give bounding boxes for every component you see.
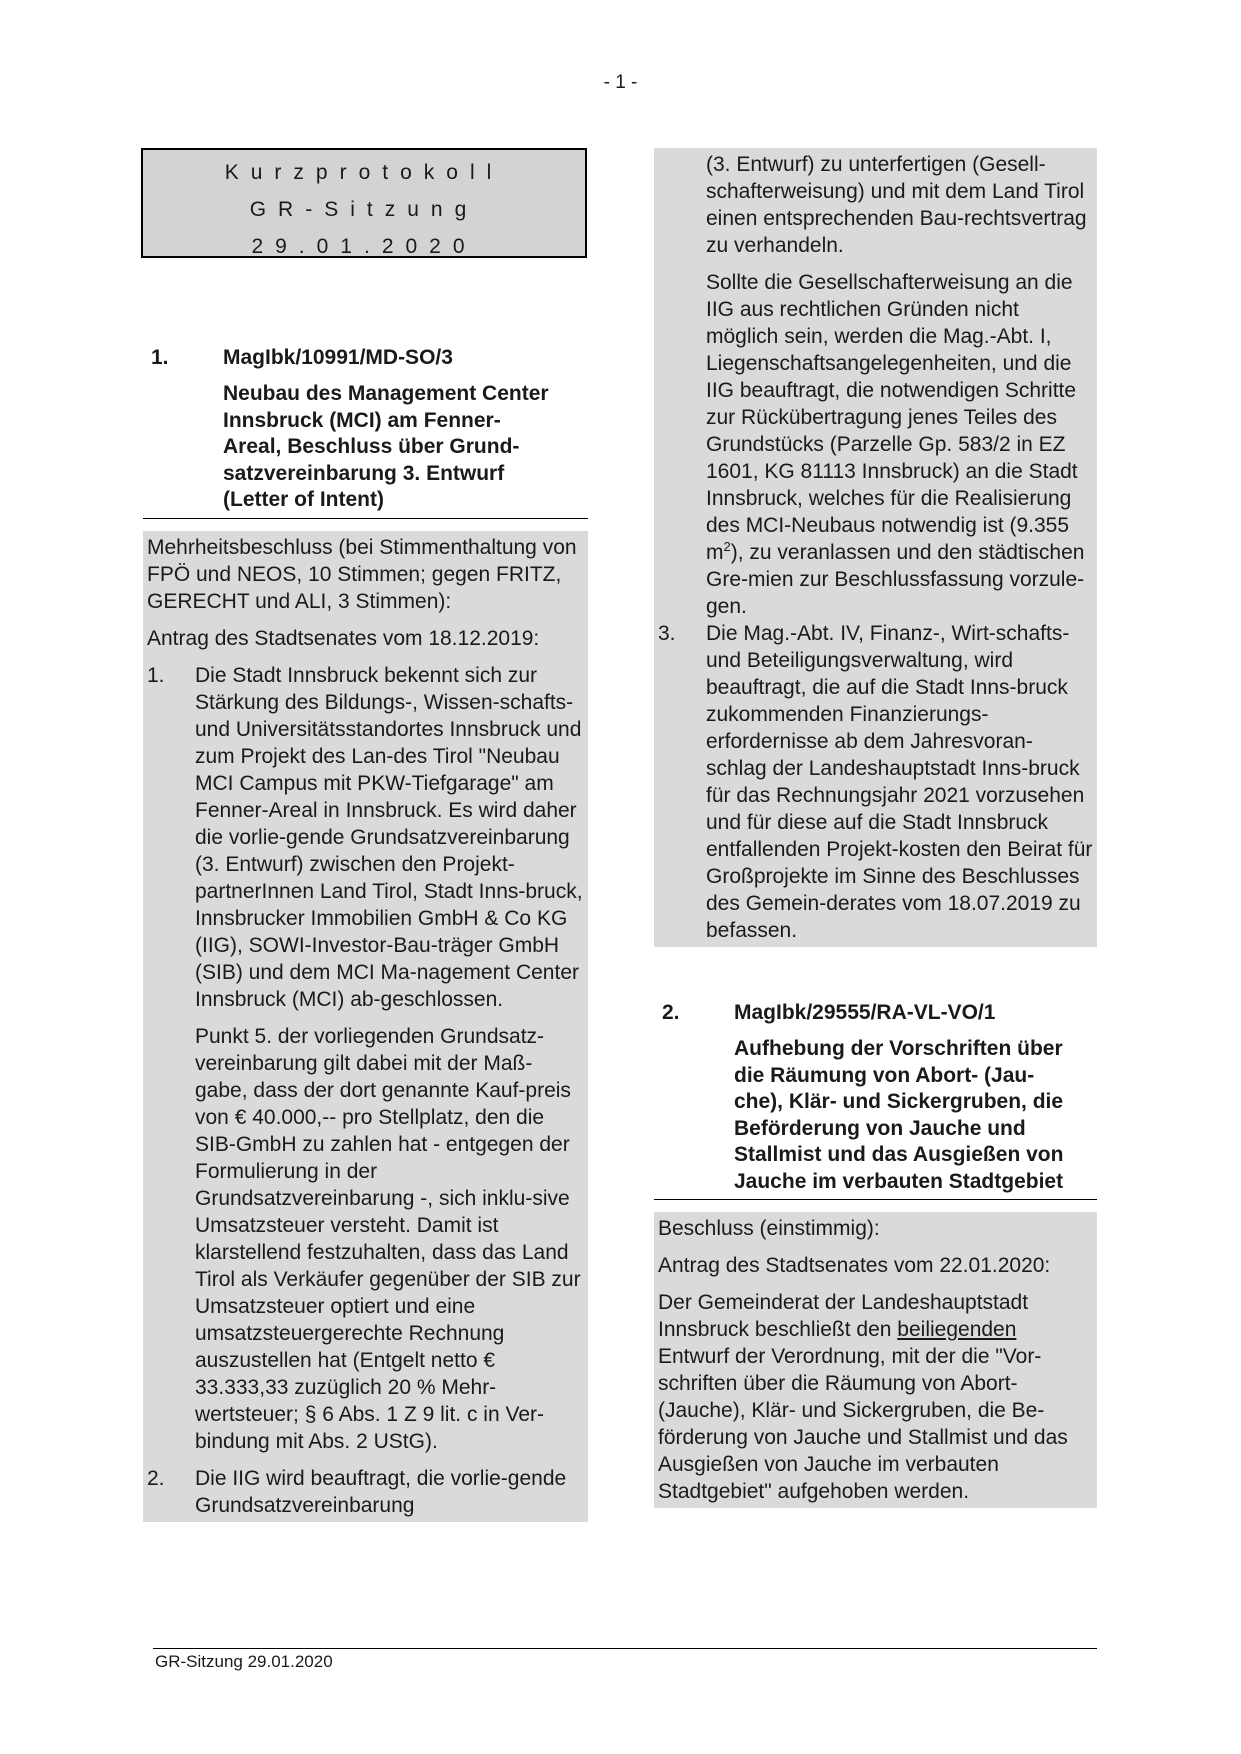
item-1-motion: Antrag des Stadtsenates vom 18.12.2019: [147, 626, 540, 650]
item-1-title-line: (Letter of Intent) [223, 488, 384, 511]
item-1-point-2 [147, 1465, 584, 1519]
item-1-id: MagIbk/10991/MD-SO/3 [223, 346, 453, 369]
item-2-title-line: che), Klär- und Sickergruben, die [734, 1090, 1064, 1113]
item-1-title-line: Areal, Beschluss über Grund- [223, 435, 520, 458]
item-2-body [654, 1212, 1097, 1508]
item-2-title-line: Jauche im verbauten Stadtgebiet [734, 1169, 1064, 1193]
item-2-heading [654, 999, 1097, 1195]
item-2-motion: Antrag des Stadtsenates vom 22.01.2020: [658, 1254, 1051, 1277]
item-2-title [734, 1036, 1097, 1195]
title-box [141, 148, 587, 258]
point-3-number: 3. [658, 622, 676, 645]
item-1-point-3 [658, 620, 1093, 944]
item-1-heading [143, 344, 588, 514]
item-1-divider [143, 518, 588, 519]
point-1-paragraph-1: Die Stadt Innsbruck bekennt sich zur Stärkung des Bildungs-, Wissen-schafts- und Universitätsstandortes Innsbruck und zum Projekt des Lan-des Tirol "Neubau MCI Campus mit PKW-Tiefgarage" am Fenner-Areal in Innsbruck. Es wird daher die vorlie-gende Grundsatzvereinbarung (3. Entwurf) zwischen den Projekt-partnerInnen Land Tirol, Stadt Inns-bruck, Innsbrucker Immobilien GmbH & Co KG (IIG), SOWI-Investor-Bau-träger GmbH (SIB) und dem MCI Ma-nagement Center Innsbruck (MCI) ab-geschlossen. [195, 663, 583, 1011]
item-1-title-line: Neubau des Management Center [223, 382, 549, 405]
point-2-paragraph-2a: Sollte die Gesellschafterweisung an die IIG aus rechtlichen Gründen nicht möglich sein, werden die Mag.-Abt. I, Liegenschaftsangelegenheiten, und die IIG beauftragt, die notwendigen Schritte zur Rückübertragung jenes Teiles des Grundstücks (Parzelle Gp. 583/2 in EZ 1601, KG 81113 Innsbruck) an die Stadt Innsbruck, welches für die Realisierung des MCI-Neubaus notwendig ist (9.355 m [706, 271, 1078, 564]
item-2-divider [654, 1199, 1097, 1200]
item-1-number: 1. [151, 346, 169, 369]
item-2-id: MagIbk/29555/RA-VL-VO/1 [734, 1001, 996, 1024]
point-2-paragraph-2 [706, 269, 1093, 620]
point-1-number: 1. [147, 663, 165, 687]
item-1-point-1 [147, 662, 584, 1455]
left-column [143, 148, 588, 1522]
point-2-paragraph-start: Die IIG wird beauftragt, die vorlie-gende Grundsatzvereinbarung [195, 1466, 567, 1517]
item-1-decision: Mehrheitsbeschluss (bei Stimmenthaltung von FPÖ und NEOS, 10 Stimmen; gegen FRITZ, GERECHT und ALI, 3 Stimmen): [147, 535, 577, 613]
item-2-text [658, 1289, 1093, 1505]
point-2-number: 2. [147, 1466, 165, 1490]
right-column [654, 148, 1097, 1508]
item-2-number: 2. [662, 1001, 680, 1024]
item-1-title-line: satzvereinbarung 3. Entwurf [223, 461, 505, 485]
title-line-2: GR-Sitzung [249, 198, 479, 221]
point-3-paragraph: Die Mag.-Abt. IV, Finanz-, Wirt-schafts- und Beteiligungsverwaltung, wird beauftragt, die auf die Stadt Inns-bruck zukommenden Finanzierungs-erfordernisse ab dem Jahresvoran-schlag der Landeshauptstadt Inns-bruck für das Rechnungsjahr 2021 vorzusehen und für diese auf die Stadt Innsbruck entfallenden Projekt-kosten den Beirat für Großprojekte im Sinne des Beschlusses des Gemein-derates vom 18.07.2019 zu befassen. [706, 622, 1093, 942]
item-2-text-b: Entwurf der Verordnung, mit der die "Vor-schriften über die Räumung von Abort- (Jauche), Klär- und Sickergruben, die Be-förderung von Jauche und Stallmist und das Ausgießen von Jauche im verbauten Stadtgebiet" aufgehoben werden. [658, 1345, 1068, 1503]
title-line-3: 29.01.2020 [251, 235, 477, 258]
item-2-title-line: Aufhebung der Vorschriften über [734, 1037, 1063, 1060]
superscript-2: 2 [723, 539, 731, 554]
footer-divider [153, 1648, 1097, 1649]
item-1-title [223, 381, 588, 514]
item-2-title-line: Beförderung von Jauche und [734, 1116, 1026, 1140]
point-1-paragraph-2: Punkt 5. der vorliegenden Grundsatz-vereinbarung gilt dabei mit der Maß-gabe, dass der dort genannte Kauf-preis von € 40.000,-- pro Stellplatz, den die SIB-GmbH zu zahlen hat - entgegen der Formulierung in der Grundsatzvereinbarung -, sich inklu-sive Umsatzsteuer versteht. Damit ist klarstellend festzuhalten, dass das Land Tirol als Verkäufer gegenüber der SIB zur Umsatzsteuer optiert und eine umsatzsteuergerechte Rechnung auszustellen hat (Entgelt netto € 33.333,33 zuzüglich 20 % Mehr-wertsteuer; § 6 Abs. 1 Z 9 lit. c in Ver-bindung mit Abs. 2 UStG). [195, 1024, 581, 1453]
item-2-text-a: Der Gemeinderat der Landeshauptstadt Innsbruck beschließt den [658, 1291, 1029, 1341]
item-2-title-line: Stallmist und das Ausgießen von [734, 1143, 1064, 1166]
item-2-decision: Beschluss (einstimmig): [658, 1217, 880, 1240]
point-2-paragraph-continued: (3. Entwurf) zu unterfertigen (Gesell-schafterweisung) und mit dem Land Tirol einen entsprechenden Bau-rechtsvertrag zu verhandeln. [706, 153, 1087, 257]
beiliegenden-link[interactable]: beiliegenden [897, 1318, 1017, 1341]
item-1-body [143, 531, 588, 1522]
item-1-title-line: Innsbruck (MCI) am Fenner- [223, 408, 501, 432]
item-1-body-continued [654, 148, 1097, 947]
footer: GR-Sitzung 29.01.2020 [155, 1652, 333, 1671]
item-2-title-line: die Räumung von Abort- (Jau- [734, 1063, 1035, 1087]
title-line-1: Kurzprotokoll [224, 161, 504, 184]
point-2-continued [658, 151, 1093, 620]
point-2-paragraph-2b: ), zu veranlassen und den städtischen Gre-mien zur Beschlussfassung vorzule-gen. [706, 541, 1085, 618]
page-number: - 1 - [603, 72, 638, 93]
